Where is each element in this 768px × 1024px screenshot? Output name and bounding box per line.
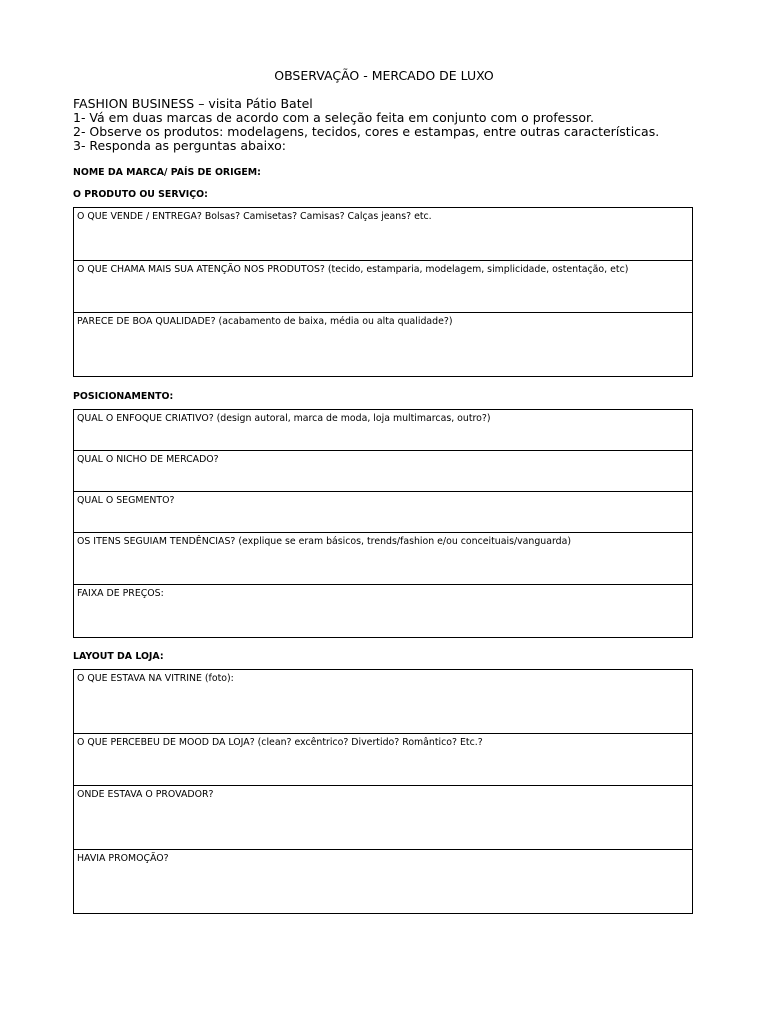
question-row-segment[interactable]: QUAL O SEGMENTO?	[74, 492, 692, 533]
brand-origin-label: NOME DA MARCA/ PAÍS DE ORIGEM:	[73, 167, 261, 178]
course-line: FASHION BUSINESS – visita Pátio Batel	[73, 96, 313, 111]
question-row-store-mood[interactable]: O QUE PERCEBEU DE MOOD DA LOJA? (clean? excêntrico? Divertido? Romântico? Etc.?	[74, 734, 692, 786]
question-row-creative-focus[interactable]: QUAL O ENFOQUE CRIATIVO? (design autoral, marca de moda, loja multimarcas, outro?)	[74, 410, 692, 451]
question-row-what-sells[interactable]: O QUE VENDE / ENTREGA? Bolsas? Camisetas? Camisas? Calças jeans? etc.	[74, 208, 692, 261]
section-heading-store-layout: LAYOUT DA LOJA:	[73, 651, 164, 662]
positioning-questions-table	[73, 409, 693, 638]
store-layout-questions-table	[73, 669, 693, 914]
question-row-attention[interactable]: O QUE CHAMA MAIS SUA ATENÇÃO NOS PRODUTOS? (tecido, estamparia, modelagem, simplicidade, ostentação, etc)	[74, 261, 692, 313]
question-row-quality[interactable]: PARECE DE BOA QUALIDADE? (acabamento de baixa, média ou alta qualidade?)	[77, 316, 453, 327]
instruction-step-1: 1- Vá em duas marcas de acordo com a seleção feita em conjunto com o professor.	[73, 110, 594, 125]
question-row-promotion[interactable]: HAVIA PROMOÇÃO?	[77, 853, 169, 864]
question-row-window-display[interactable]: O QUE ESTAVA NA VITRINE (foto):	[74, 670, 692, 734]
page-title: OBSERVAÇÃO - MERCADO DE LUXO	[274, 68, 494, 83]
question-row-price-range[interactable]: FAIXA DE PREÇOS:	[77, 588, 164, 599]
instruction-step-2: 2- Observe os produtos: modelagens, tecidos, cores e estampas, entre outras características.	[73, 124, 660, 139]
question-row-market-niche[interactable]: QUAL O NICHO DE MERCADO?	[74, 451, 692, 492]
question-row-fitting-room[interactable]: ONDE ESTAVA O PROVADOR?	[74, 786, 692, 850]
section-heading-positioning: POSICIONAMENTO:	[73, 391, 174, 402]
question-row-trends[interactable]: OS ITENS SEGUIAM TENDÊNCIAS? (explique se eram básicos, trends/fashion e/ou conceituais/vanguarda)	[74, 533, 692, 585]
instructions	[73, 97, 713, 153]
section-heading-product: O PRODUTO OU SERVIÇO:	[73, 189, 208, 200]
instruction-step-3: 3- Responda as perguntas abaixo:	[73, 138, 286, 153]
product-questions-table	[73, 207, 693, 377]
